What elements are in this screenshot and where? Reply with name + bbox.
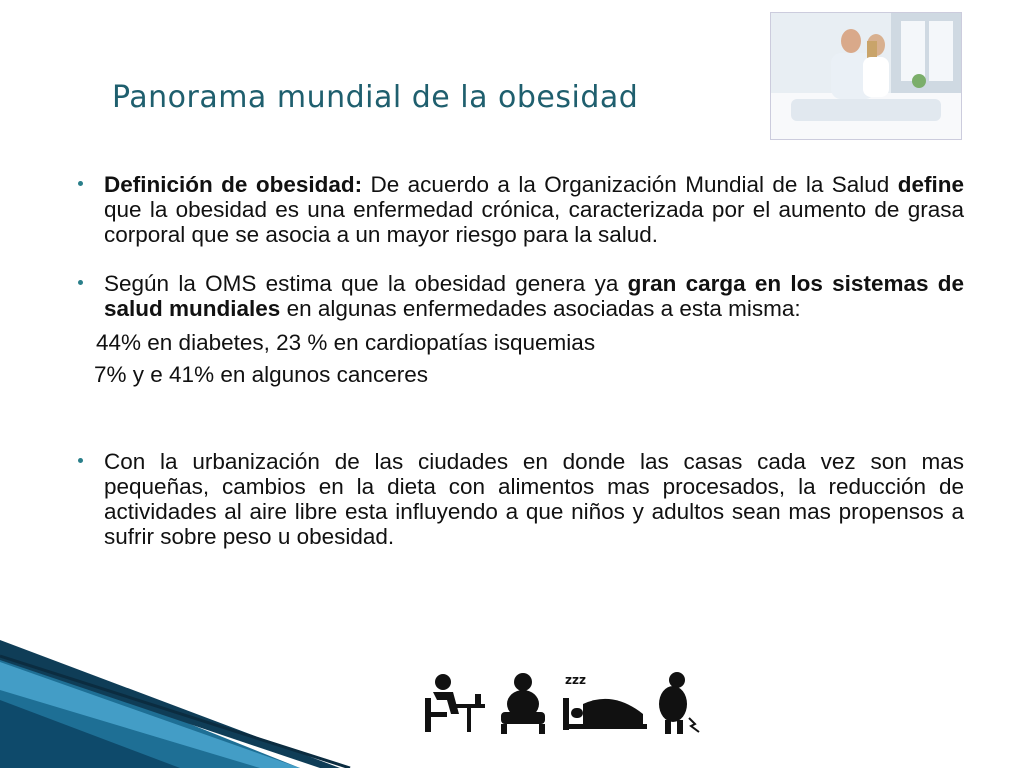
definition-lead: Definición de obesidad:: [104, 172, 363, 197]
bullet-dot-icon: [78, 280, 83, 285]
slide-body: [78, 172, 964, 549]
svg-text:zzz: zzz: [565, 673, 586, 687]
urbanization-text: Con la urbanización de las ciudades en donde las casas cada vez son mas pequeñas, cambios en la dieta con alimentos mas procesados, la reducción de actividades al aire libre esta influyendo a que niños y adultos sean mas propensos a sufrir sobre peso u obesidad.: [104, 449, 964, 549]
bullet-dot-icon: [78, 181, 83, 186]
stat-line-2: 7% y e 41% en algunos canceres: [94, 362, 428, 387]
bullet-definition: [78, 172, 964, 247]
sedentary-lifestyle-icon: [415, 668, 715, 738]
definition-text-2: que la obesidad es una enfermedad crónica, caracterizada por el aumento de grasa corporal que se asocia a un mayor riesgo para la salud.: [104, 197, 964, 247]
slide-title: Panorama mundial de la obesidad: [112, 80, 639, 115]
oms-text-2: en algunas enfermedades asociadas a esta misma:: [280, 296, 801, 321]
bullet-dot-icon: [78, 458, 83, 463]
oms-bold: gran carga en los sistemas de salud mundiales: [104, 271, 964, 321]
bullet-urbanization: [78, 449, 964, 549]
oms-text-1: Según la OMS estima que la obesidad genera ya: [104, 271, 628, 296]
definition-text-1: De acuerdo a la Organización Mundial de la Salud: [362, 172, 898, 197]
bullet-oms: [78, 271, 964, 321]
stat-line-1: 44% en diabetes, 23 % en cardiopatías isquemias: [96, 330, 596, 355]
definition-bold: define: [897, 172, 964, 197]
hospital-photo-icon: [770, 12, 962, 140]
